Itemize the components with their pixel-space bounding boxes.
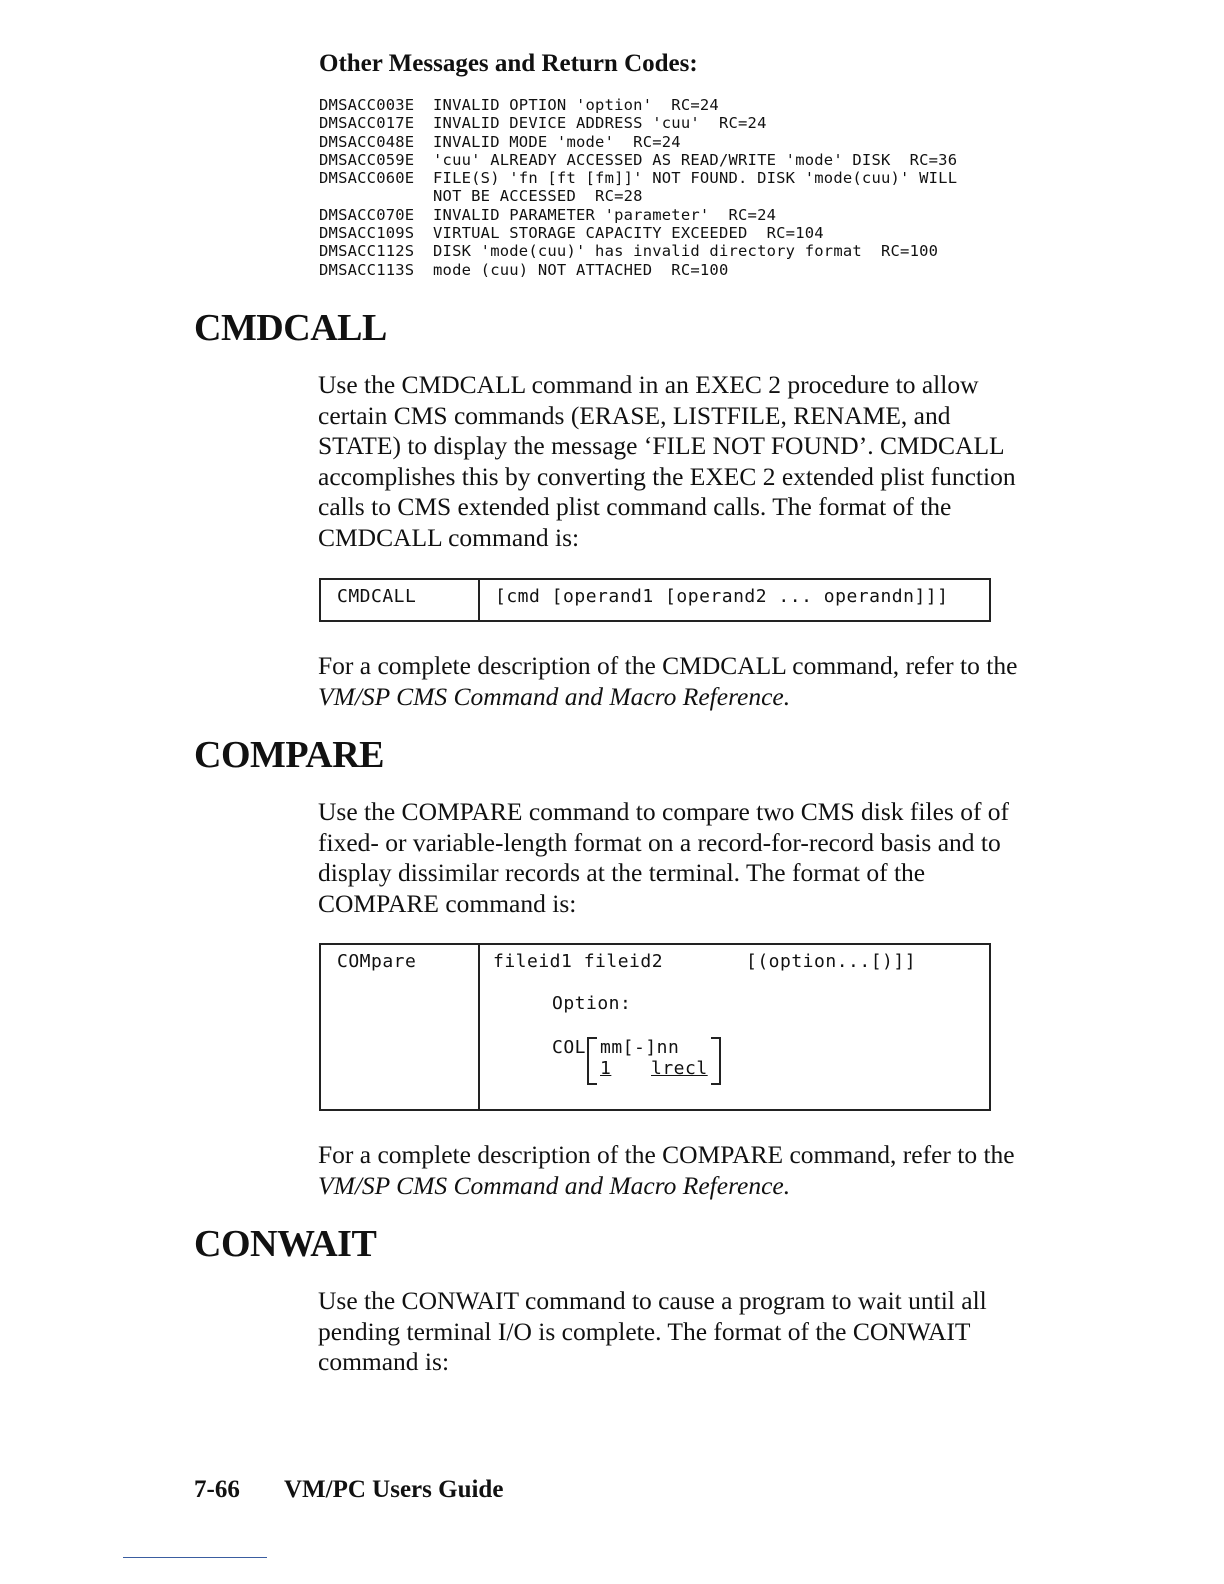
cmdcall-reference-book: VM/SP CMS Command and Macro Reference. <box>318 681 791 711</box>
compare-syntax-box <box>319 943 991 1111</box>
message-line <box>319 114 957 132</box>
compare-reference-text: For a complete description of the COMPARE command, refer to the <box>318 1140 1015 1169</box>
compare-col-default-start: 1 <box>600 1058 612 1079</box>
message-line <box>319 242 957 260</box>
cmdcall-reference-text: For a complete description of the CMDCALL command, refer to the <box>318 651 1018 680</box>
message-line <box>319 206 957 224</box>
page-number: 7-66 <box>194 1476 240 1503</box>
message-id: DMSACC112S <box>319 242 415 261</box>
message-id: DMSACC059E <box>319 150 415 169</box>
footer-rule <box>123 1557 267 1558</box>
message-id: DMSACC060E <box>319 169 415 188</box>
message-id: DMSACC017E <box>319 114 415 133</box>
message-id: DMSACC003E <box>319 96 415 114</box>
page-footer <box>194 1476 503 1504</box>
compare-intro: Use the COMPARE command to compare two CMS disk files of of fixed- or variable-length format on a record-for-record basis and to display dissimilar records at the terminal. The format of the COMPARE command is: <box>318 797 1010 918</box>
compare-col-default-end: lrecl <box>651 1058 708 1079</box>
cmdcall-syntax-operands: [cmd [operand1 [operand2 ... operandn]]] <box>495 586 949 607</box>
message-id: DMSACC113S <box>319 260 415 279</box>
conwait-heading: CONWAIT <box>194 1223 377 1265</box>
message-line <box>319 261 957 279</box>
message-list <box>319 96 957 279</box>
cmdcall-heading: CMDCALL <box>194 307 387 349</box>
message-text: INVALID DEVICE ADDRESS 'cuu' RC=24 <box>433 114 767 133</box>
message-line <box>319 224 957 242</box>
compare-reference-book: VM/SP CMS Command and Macro Reference. <box>318 1170 791 1200</box>
compare-heading: COMPARE <box>194 734 384 776</box>
message-line <box>319 96 957 114</box>
compare-syntax-operands: fileid1 fileid2 <box>493 951 664 972</box>
compare-col-range: mm[-]nn <box>600 1037 680 1058</box>
compare-reference <box>318 1140 1018 1201</box>
message-id: DMSACC048E <box>319 132 415 151</box>
message-id: DMSACC109S <box>319 224 415 243</box>
compare-col-right-bracket <box>711 1037 721 1085</box>
conwait-intro: Use the CONWAIT command to cause a program to wait until all pending terminal I/O is complete. The format of the CONWAIT command is: <box>318 1286 987 1377</box>
message-id: DMSACC070E <box>319 205 415 224</box>
message-text: VIRTUAL STORAGE CAPACITY EXCEEDED RC=104 <box>433 224 824 243</box>
message-line <box>319 151 957 169</box>
compare-col-left-bracket <box>587 1037 597 1085</box>
compare-option-label: Option: <box>552 993 632 1014</box>
message-text: INVALID OPTION 'option' RC=24 <box>433 96 719 114</box>
message-text: FILE(S) 'fn [ft [fm]]' NOT FOUND. DISK 'mode(cuu)' WILL <box>433 169 958 188</box>
book-title: VM/PC Users Guide <box>284 1476 504 1503</box>
message-text: NOT BE ACCESSED RC=28 <box>433 187 643 206</box>
compare-col-keyword: COL <box>552 1037 587 1058</box>
other-messages-heading: Other Messages and Return Codes: <box>319 50 698 77</box>
message-text: INVALID MODE 'mode' RC=24 <box>433 132 681 151</box>
message-text: 'cuu' ALREADY ACCESSED AS READ/WRITE 'mode' DISK RC=36 <box>433 150 958 169</box>
message-text: INVALID PARAMETER 'parameter' RC=24 <box>433 205 777 224</box>
message-text: mode (cuu) NOT ATTACHED RC=100 <box>433 260 729 279</box>
compare-syntax-command: COMpare <box>337 951 417 972</box>
message-line <box>319 133 957 151</box>
compare-syntax-options: [(option...[)]] <box>746 951 917 972</box>
cmdcall-intro: Use the CMDCALL command in an EXEC 2 procedure to allow certain CMS commands (ERASE, LISTFILE, RENAME, and STATE) to display the message ‘FILE NOT FOUND’. CMDCALL accomplishes this by converting the EXEC 2 extended plist function calls to CMS extended plist command calls. The format of the CMDCALL command is: <box>318 370 1016 552</box>
message-line <box>319 169 957 187</box>
cmdcall-syntax-box <box>319 578 991 622</box>
cmdcall-syntax-command: CMDCALL <box>337 586 417 607</box>
cmdcall-reference <box>318 651 1018 712</box>
message-line <box>319 187 957 205</box>
message-text: DISK 'mode(cuu)' has invalid directory format RC=100 <box>433 242 939 261</box>
